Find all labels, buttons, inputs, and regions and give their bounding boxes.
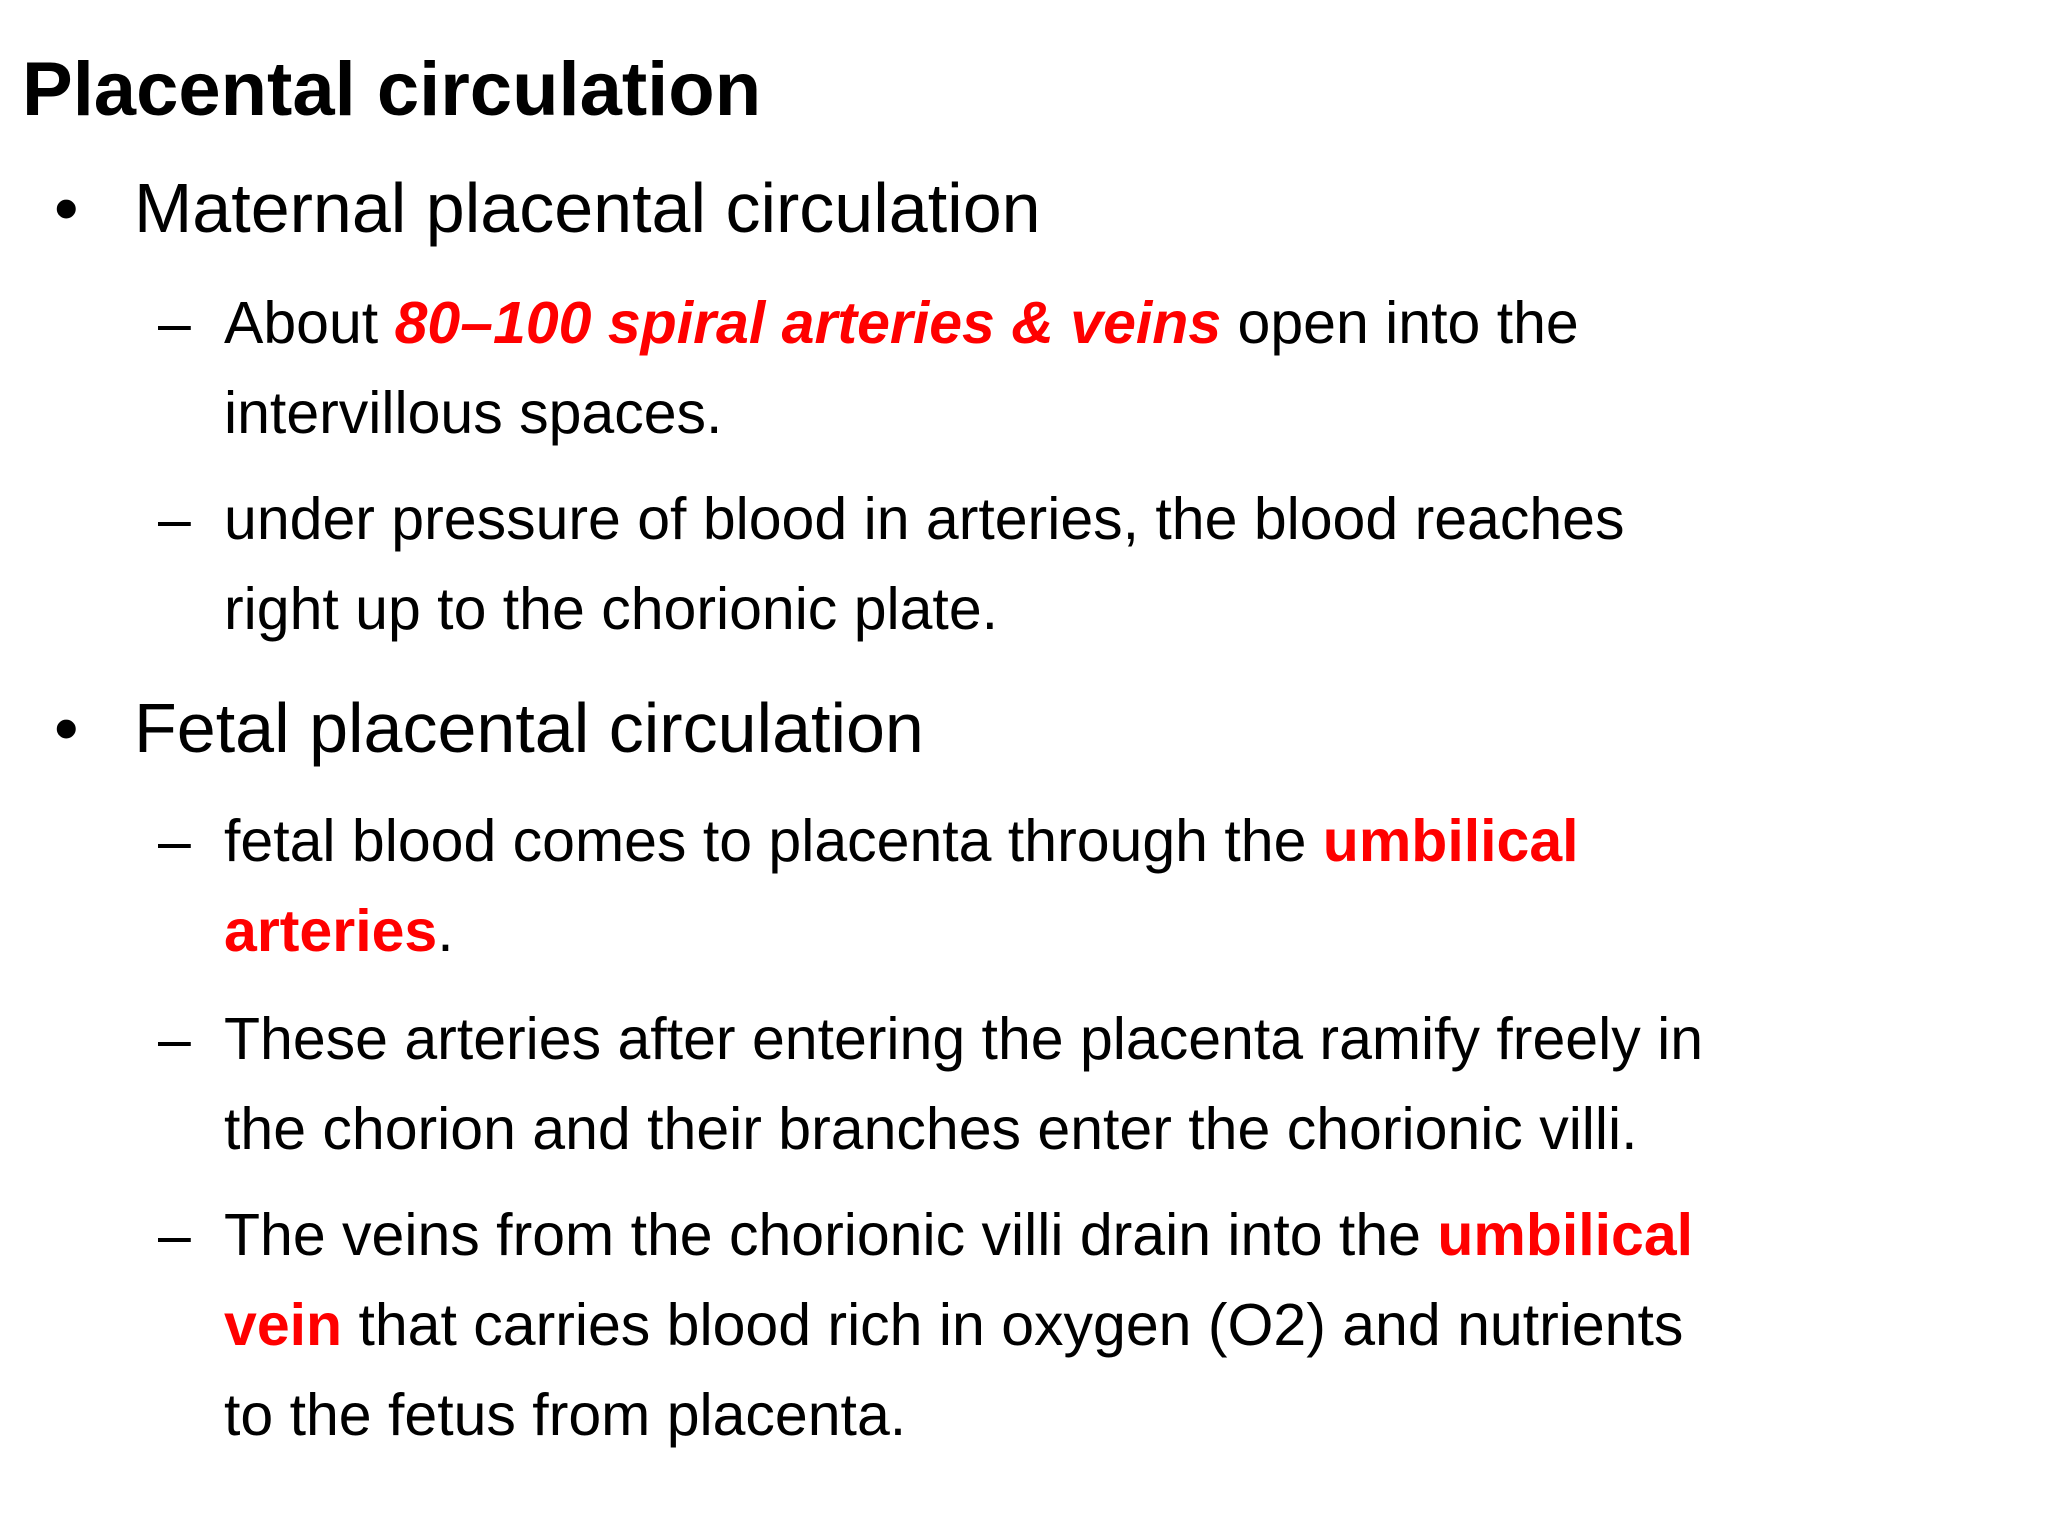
bullet-text: Maternal placental circulation <box>134 169 1041 247</box>
text-line: to the fetus from placenta. <box>224 1382 907 1448</box>
text-run: . <box>437 898 454 964</box>
sub-item-text <box>224 796 2024 976</box>
sub-item-text <box>224 278 2024 458</box>
text-run: open into the <box>1221 290 1579 356</box>
sub-item-text <box>224 994 2024 1174</box>
text-line <box>224 1190 2024 1280</box>
text-line: These arteries after entering the placenta ramify freely in <box>224 1006 1704 1072</box>
dash-marker: – <box>158 290 191 356</box>
highlight-text: arteries <box>224 898 438 964</box>
text-run: that carries blood rich in oxygen (O2) and nutrients <box>342 1292 1684 1358</box>
text-line: the chorion and their branches enter the chorionic villi. <box>224 1096 1638 1162</box>
text-run: About <box>224 290 395 356</box>
dash-marker: – <box>158 808 191 874</box>
bullet-marker: • <box>54 689 79 767</box>
dash-marker: – <box>158 1006 191 1072</box>
bullet-text: Fetal placental circulation <box>134 689 924 767</box>
text-line: intervillous spaces. <box>224 380 723 446</box>
text-line: under pressure of blood in arteries, the blood reaches <box>224 486 1625 552</box>
text-run: The veins from the chorionic villi drain into the <box>224 1202 1438 1268</box>
text-line <box>224 278 2024 368</box>
sub-item-text <box>224 1190 2024 1460</box>
text-line <box>224 1280 2024 1370</box>
dash-marker: – <box>158 486 191 552</box>
highlight-text: 80–100 spiral arteries & veins <box>394 290 1222 356</box>
text-line <box>224 886 2024 976</box>
sub-item-text <box>224 474 2024 654</box>
slide-title: Placental circulation <box>22 47 762 132</box>
highlight-text: vein <box>224 1292 343 1358</box>
highlight-text: umbilical <box>1437 1202 1694 1268</box>
text-line <box>224 796 2024 886</box>
dash-marker: – <box>158 1202 191 1268</box>
text-run: fetal blood comes to placenta through the <box>224 808 1323 874</box>
highlight-text: umbilical <box>1322 808 1579 874</box>
bullet-marker: • <box>54 169 79 247</box>
text-line: right up to the chorionic plate. <box>224 576 999 642</box>
